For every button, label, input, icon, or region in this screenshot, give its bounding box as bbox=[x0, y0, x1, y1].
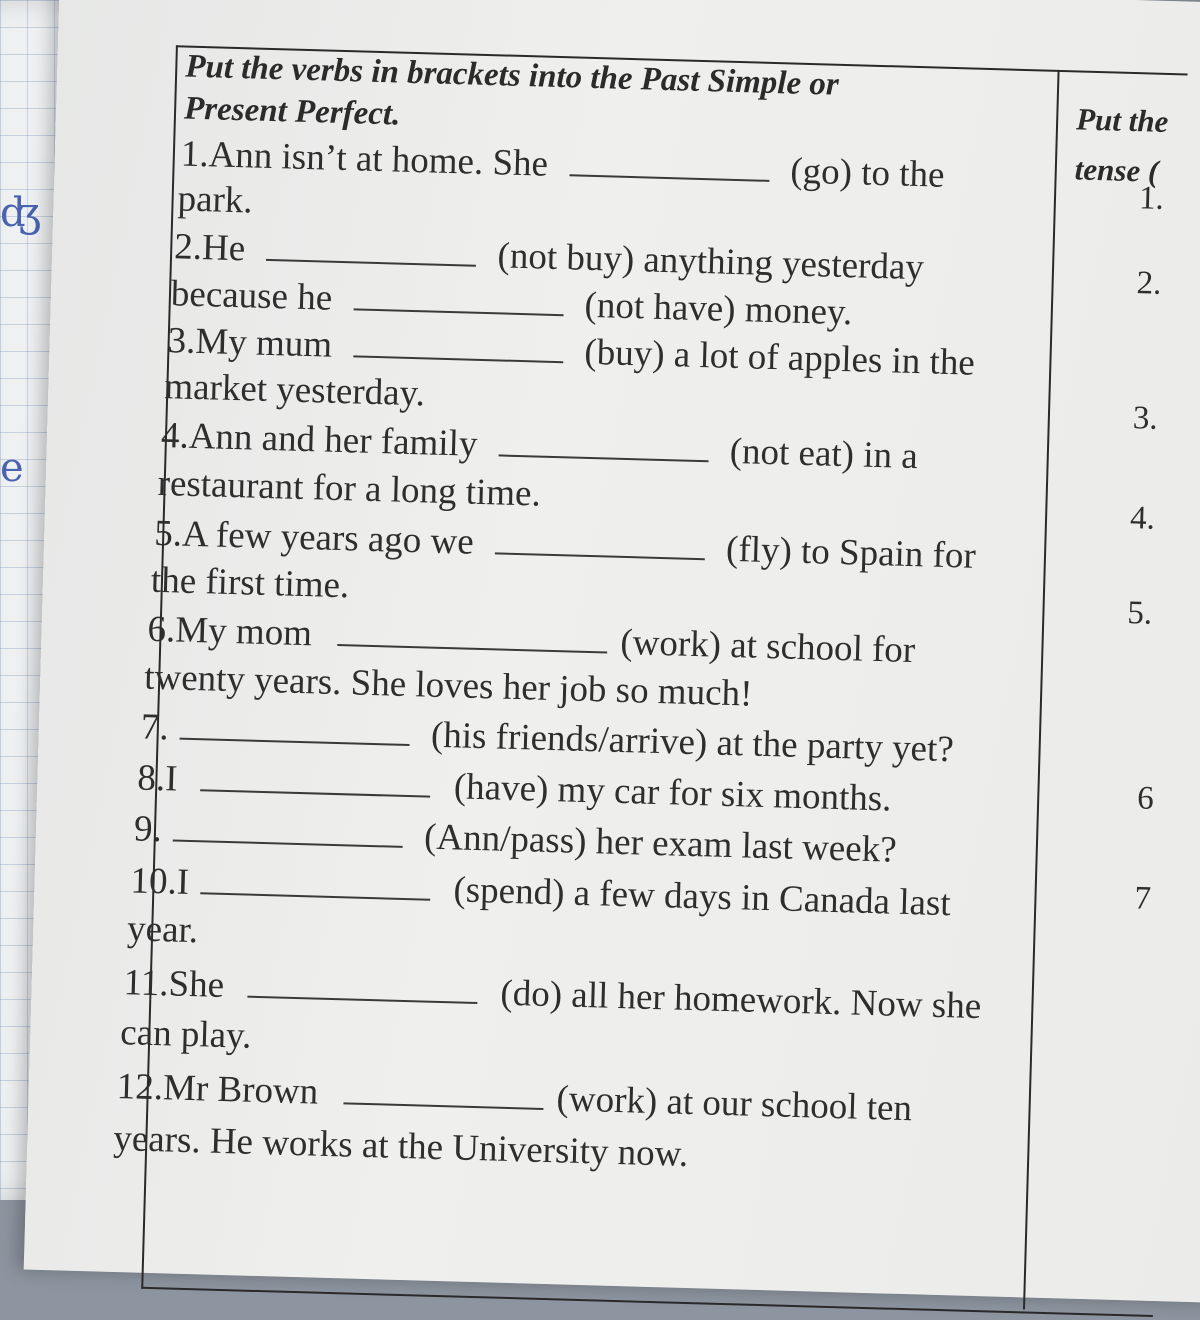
verb-hint: (fly) to Spain for bbox=[725, 528, 977, 577]
exercise-line bbox=[164, 366, 426, 415]
sentence-text: 4.Ann and her family bbox=[160, 415, 478, 465]
sentence-text: 10.I bbox=[130, 860, 190, 903]
sentence-text: market yesterday. bbox=[163, 366, 426, 415]
answer-blank[interactable] bbox=[353, 327, 564, 363]
sentence-text: 2.He bbox=[173, 226, 246, 270]
sentence-text: park. bbox=[177, 178, 254, 222]
item-number: 4. bbox=[1129, 500, 1156, 537]
worksheet bbox=[24, 0, 1200, 1303]
sentence-text: 11.She bbox=[123, 962, 225, 1006]
exercise-line bbox=[177, 178, 253, 222]
verb-hint: (Ann/pass) her exam last week? bbox=[423, 816, 898, 871]
verb-hint: (buy) a lot of apples in the bbox=[583, 331, 976, 384]
answer-blank[interactable] bbox=[353, 280, 564, 316]
verb-hint: (go) to the bbox=[789, 150, 946, 196]
sentence-text: restaurant for a long time. bbox=[157, 462, 542, 515]
item-number: 1. bbox=[1138, 180, 1165, 217]
right-exercise-title: Put the tense ( bbox=[1074, 101, 1169, 189]
sentence-text: 12.Mr Brown bbox=[116, 1066, 319, 1113]
answer-blank[interactable] bbox=[266, 231, 477, 267]
sentence-text: 7. bbox=[140, 706, 170, 749]
verb-hint: (not eat) in a bbox=[729, 430, 919, 478]
verb-hint: (work) at school for bbox=[619, 621, 916, 672]
item-number: 5. bbox=[1126, 595, 1153, 632]
exercise-line bbox=[127, 908, 199, 952]
sentence-text: can play. bbox=[119, 1012, 253, 1057]
answer-blank[interactable] bbox=[180, 710, 411, 746]
verb-hint: (have) my car for six months. bbox=[453, 766, 893, 820]
answer-blank[interactable] bbox=[498, 426, 709, 462]
item-number: 3. bbox=[1132, 400, 1159, 437]
sentence-text: 6.My mom bbox=[147, 608, 313, 655]
sentence-text: years. He works at the University now. bbox=[112, 1117, 689, 1175]
pen-mark: e bbox=[0, 445, 24, 491]
sentence-text: year. bbox=[126, 908, 199, 952]
title-line: Put the verbs in brackets into the Past Simple or bbox=[184, 48, 840, 103]
sentence-text: 3.My mum bbox=[167, 320, 333, 366]
answer-blank[interactable] bbox=[495, 524, 706, 560]
answer-blank[interactable] bbox=[173, 811, 404, 847]
sentence-text: 9. bbox=[133, 808, 163, 851]
answer-blank[interactable] bbox=[200, 761, 431, 797]
answer-blank[interactable] bbox=[200, 864, 431, 900]
title-line: Present Perfect. bbox=[183, 90, 401, 133]
verb-hint: (not buy) anything yesterday bbox=[497, 235, 925, 289]
exercise-line bbox=[150, 560, 349, 608]
verb-hint: (his friends/arrive) at the party yet? bbox=[430, 714, 955, 771]
item-number: 2. bbox=[1136, 265, 1162, 302]
verb-hint: (spend) a few days in Canada last bbox=[452, 869, 952, 925]
item-number: 7 bbox=[1133, 880, 1152, 917]
pen-mark: ʤ bbox=[0, 190, 42, 236]
verb-hint: (work) at our school ten bbox=[556, 1078, 913, 1130]
sentence-text: 5.A few years ago we bbox=[153, 512, 475, 563]
item-number: 6 bbox=[1136, 780, 1155, 817]
sentence-text: twenty years. She loves her job so much! bbox=[143, 656, 753, 715]
answer-blank[interactable] bbox=[569, 146, 770, 182]
answer-blank[interactable] bbox=[247, 968, 478, 1004]
exercise-line bbox=[120, 1012, 252, 1058]
verb-hint: (do) all her homework. Now she bbox=[499, 972, 982, 1028]
answer-blank[interactable] bbox=[337, 616, 608, 654]
sentence-text: 1.Ann isn’t at home. She bbox=[180, 133, 549, 185]
verb-hint: (not have) money. bbox=[584, 284, 853, 334]
answer-blank[interactable] bbox=[343, 1074, 544, 1110]
sentence-text: because he bbox=[170, 273, 333, 319]
sentence-text: 8.I bbox=[136, 757, 179, 800]
sentence-text: the first time. bbox=[150, 559, 350, 607]
